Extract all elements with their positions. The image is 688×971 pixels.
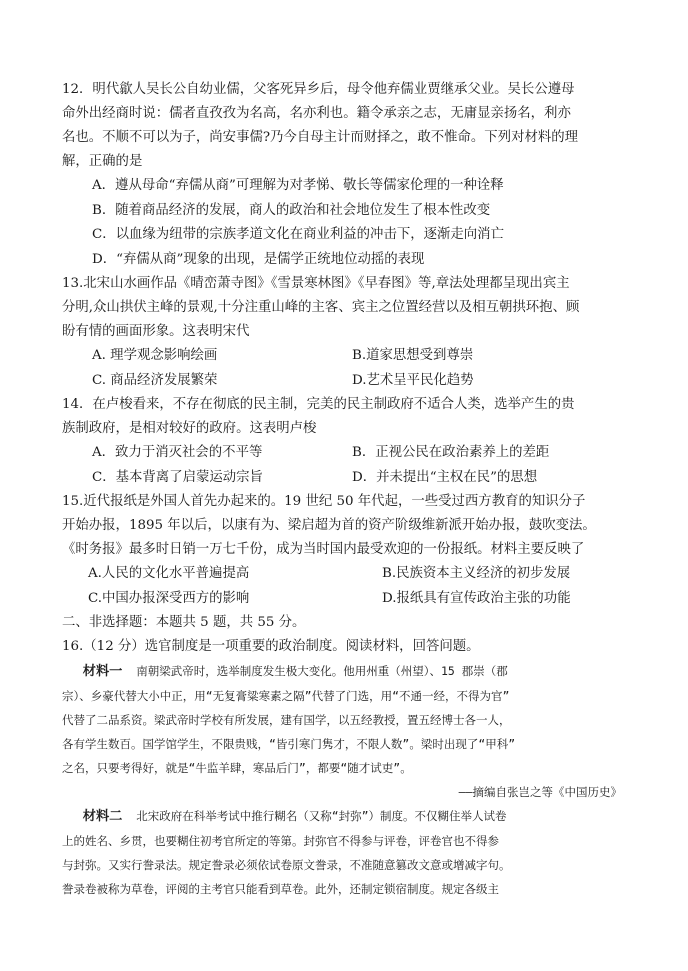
q12-line: 解，正确的是 xyxy=(62,154,143,169)
material-1-source: ——摘编自张岂之等《中国历史》 xyxy=(458,785,622,799)
q14-option-d: D．并未提出“主权在民”的思想 xyxy=(352,469,538,485)
q13-option-b: B.道家思想受到尊崇 xyxy=(352,348,474,363)
q14-option-b: B．正视公民在政治素养上的差距 xyxy=(352,445,550,460)
material-2-line: 与封弥。又实行誊录法。规定誊录必须依试卷原文誊录，不准随意篡改文意或增减字句。 xyxy=(62,858,511,872)
q12-option-c: C．以血缘为纽带的宗族孝道文化在商业利益的冲击下，逐渐走向消亡 xyxy=(92,227,504,242)
material-2-line xyxy=(62,804,622,829)
material-1-line: 宗）、乡豪代替大小中正，用“无复膏粱寒素之隔”代替了门选，用“不通一经，不得为官” xyxy=(62,689,510,703)
material-1-text: 南朝梁武帝时，选举制度发生极大变化。他用州重（州望）、15 郡崇（郡 xyxy=(136,664,508,678)
q15-option-c: C.中国办报深受西方的影响 xyxy=(88,590,250,606)
q14-line: 族制政府，是相对较好的政府。这表明卢梭 xyxy=(62,421,317,436)
q12-line: 12．明代歙人吴长公自幼业儒，父客死异乡后，母令他弃儒业贾继承父业。吴长公遵母 xyxy=(62,82,575,97)
material-1-line: 代替了二品系资。梁武帝时学校有所发展，建有国学，以五经教授，置五经博士各一人， xyxy=(62,713,511,727)
q15-line: 15.近代报纸是外国人首先办起来的。19 世纪 50 年代起，一些受过西方教育的知识分子 xyxy=(62,494,586,509)
question-12 xyxy=(62,78,622,272)
material-2-label: 材料二 xyxy=(82,809,123,824)
q12-option-b: B．随着商品经济的发展，商人的政治和社会地位发生了根本性改变 xyxy=(92,202,491,218)
question-15 xyxy=(62,490,622,611)
q12-line: 命外出经商时说：儒者直孜孜为名高，名亦利也。籍令承亲之志，无庸显亲扬名，利亦 xyxy=(62,106,571,121)
q13-option-a: A. 理学观念影响绘画 xyxy=(92,348,218,363)
material-1-line: 各有学生数百。国学馆学生，不限贵贱，“皆引寒门隽才，不限人数”。梁时出现了“甲科” xyxy=(62,737,516,751)
material-1-label: 材料一 xyxy=(82,664,123,679)
q12-line: 名也。不顺不可以为子，尚安事儒?乃今自母主计而财择之，敢不惟命。下列对材料的理 xyxy=(62,130,579,145)
q15-option-b: B.民族资本主义经济的初步发展 xyxy=(382,566,571,581)
q14-line: 14．在卢梭看来，不存在彻底的民主制，完美的民主制政府不适合人类，选举产生的贵 xyxy=(62,397,575,412)
material-2-line: 上的姓名、乡贯，也要糊住初考官所定的等第。封弥官不得参与评卷，评卷官也不得参 xyxy=(62,834,499,848)
q14-option-a: A．致力于消灭社会的不平等 xyxy=(92,445,263,460)
q13-line: 盼有情的画面形象。这表明宋代 xyxy=(62,324,250,339)
q15-options-row xyxy=(62,587,622,612)
content-area xyxy=(62,78,622,901)
q16-stem: 16.（12 分）选官制度是一项重要的政治制度。阅读材料，回答问题。 xyxy=(62,639,480,654)
q12-option-a: A．遵从母命“弃儒从商”可理解为对孝悌、敬长等儒家伦理的一种诠释 xyxy=(92,178,504,193)
question-16 xyxy=(62,635,622,901)
q15-option-d: D.报纸具有宣传政治主张的功能 xyxy=(382,590,571,606)
material-2-line: 誊录卷被称为草卷，评阅的主考官只能看到草卷。此外，还制定锁宿制度。规定各级主 xyxy=(62,882,499,896)
question-13 xyxy=(62,272,622,393)
q15-option-a: A.人民的文化水平普遍提高 xyxy=(88,566,250,581)
q14-option-c: C．基本背离了启蒙运动宗旨 xyxy=(92,469,263,485)
q13-option-c: C. 商品经济发展繁荣 xyxy=(92,372,218,388)
q15-line: 《时务报》最多时日销一万七千份，成为当时国内最受欢迎的一份报纸。材料主要反映了 xyxy=(62,542,585,557)
section-heading: 二、非选择题：本题共 5 题，共 55 分。 xyxy=(62,615,306,630)
question-14 xyxy=(62,393,622,490)
q15-options-row xyxy=(62,562,622,587)
material-2-text: 北宋政府在科举考试中推行糊名（又称“封弥”）制度。不仅糊住举人试卷 xyxy=(136,809,507,823)
q13-options-row xyxy=(62,344,622,369)
q13-line: 分明,众山拱伏主峰的景观,十分注重山峰的主客、宾主之位置经营以及相互朝拱环抱、顾 xyxy=(62,300,580,315)
q13-option-d: D.艺术呈平民化趋势 xyxy=(352,372,474,388)
q13-line: 13.北宋山水画作品《晴峦萧寺图》《雪景寒林图》《早春图》等,章法处理都呈现出宾主 xyxy=(62,276,570,291)
q14-options-row xyxy=(62,466,622,491)
q12-option-d: D．“弃儒从商”现象的出现，是儒学正统地位动摇的表现 xyxy=(92,251,425,267)
q15-line: 开始办报，1895 年以后，以康有为、梁启超为首的资产阶级维新派开始办报，鼓吹变法。 xyxy=(62,518,596,533)
q13-options-row xyxy=(62,369,622,394)
q14-options-row xyxy=(62,441,622,466)
material-1-line: 之名，只要考得好，就是“牛监羊肆，寒品后门”，都要“随才试吏”。 xyxy=(62,761,412,775)
material-1-line xyxy=(62,659,622,684)
